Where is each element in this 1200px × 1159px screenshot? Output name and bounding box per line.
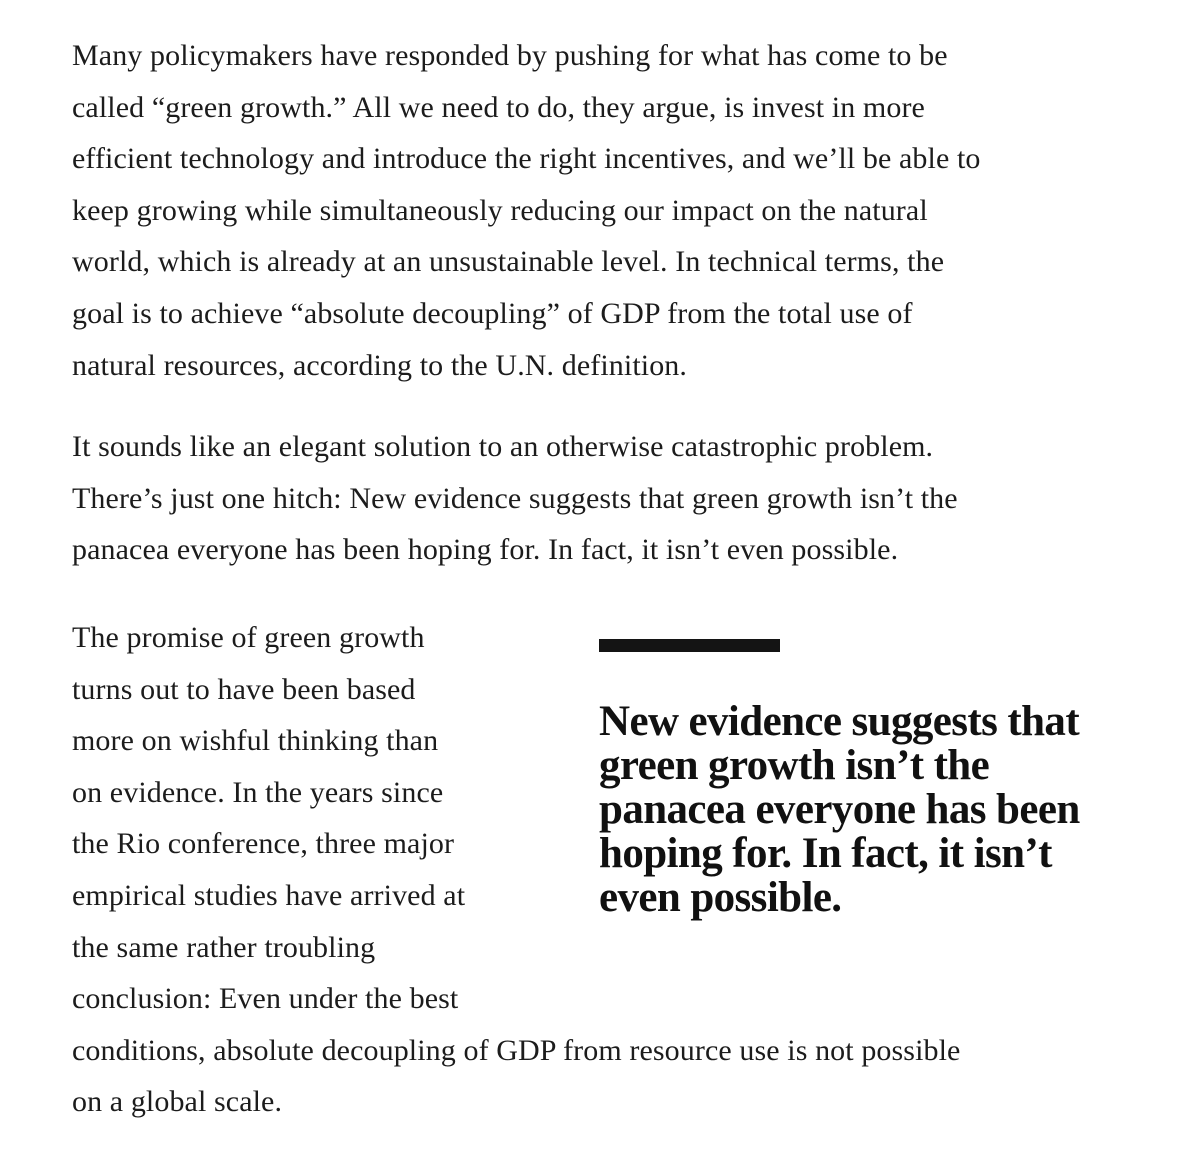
pull-quote-rule — [599, 639, 780, 652]
pull-quote — [599, 639, 1159, 920]
pull-quote-line: hoping for. In fact, it isn’t — [599, 829, 1052, 877]
pull-quote-text — [599, 697, 1159, 921]
text-line: There’s just one hitch: New evidence suggests that green growth isn’t the — [72, 481, 958, 515]
text-line: efficient technology and introduce the right incentives, and we’ll be able to — [72, 142, 981, 176]
text-line: on evidence. In the years since — [72, 775, 444, 809]
text-line: conditions, absolute decoupling of GDP from resource use is not possible — [72, 1033, 961, 1067]
pull-quote-line: panacea everyone has been — [599, 785, 1080, 833]
article-body — [72, 30, 1172, 1128]
paragraph-green-growth — [72, 30, 1172, 391]
text-line: the Rio conference, three major — [72, 827, 455, 861]
pull-quote-line: green growth isn’t the — [599, 741, 990, 789]
text-line: natural resources, according to the U.N. definition. — [72, 348, 687, 382]
text-line: The promise of green growth — [72, 620, 425, 654]
text-line: called “green growth.” All we need to do, they argue, is invest in more — [72, 90, 925, 124]
pull-quote-line: even possible. — [599, 873, 842, 921]
paragraph-with-pullquote — [72, 612, 1172, 1128]
text-line: turns out to have been based — [72, 672, 416, 706]
text-line: keep growing while simultaneously reducing our impact on the natural — [72, 193, 928, 227]
text-line: It sounds like an elegant solution to an otherwise catastrophic problem. — [72, 430, 934, 464]
text-line: panacea everyone has been hoping for. In fact, it isn’t even possible. — [72, 533, 899, 567]
text-line: goal is to achieve “absolute decoupling” of GDP from the total use of — [72, 296, 913, 330]
text-line: on a global scale. — [72, 1085, 283, 1119]
text-line: Many policymakers have responded by pushing for what has come to be — [72, 39, 948, 72]
text-line: the same rather troubling — [72, 930, 376, 964]
text-line: world, which is already at an unsustainable level. In technical terms, the — [72, 245, 945, 279]
text-line: empirical studies have arrived at — [72, 878, 466, 912]
text-line: more on wishful thinking than — [72, 724, 439, 758]
pull-quote-line: New evidence suggests that — [599, 697, 1080, 745]
text-line: conclusion: Even under the best — [72, 982, 459, 1016]
paragraph-one-hitch — [72, 421, 1172, 576]
